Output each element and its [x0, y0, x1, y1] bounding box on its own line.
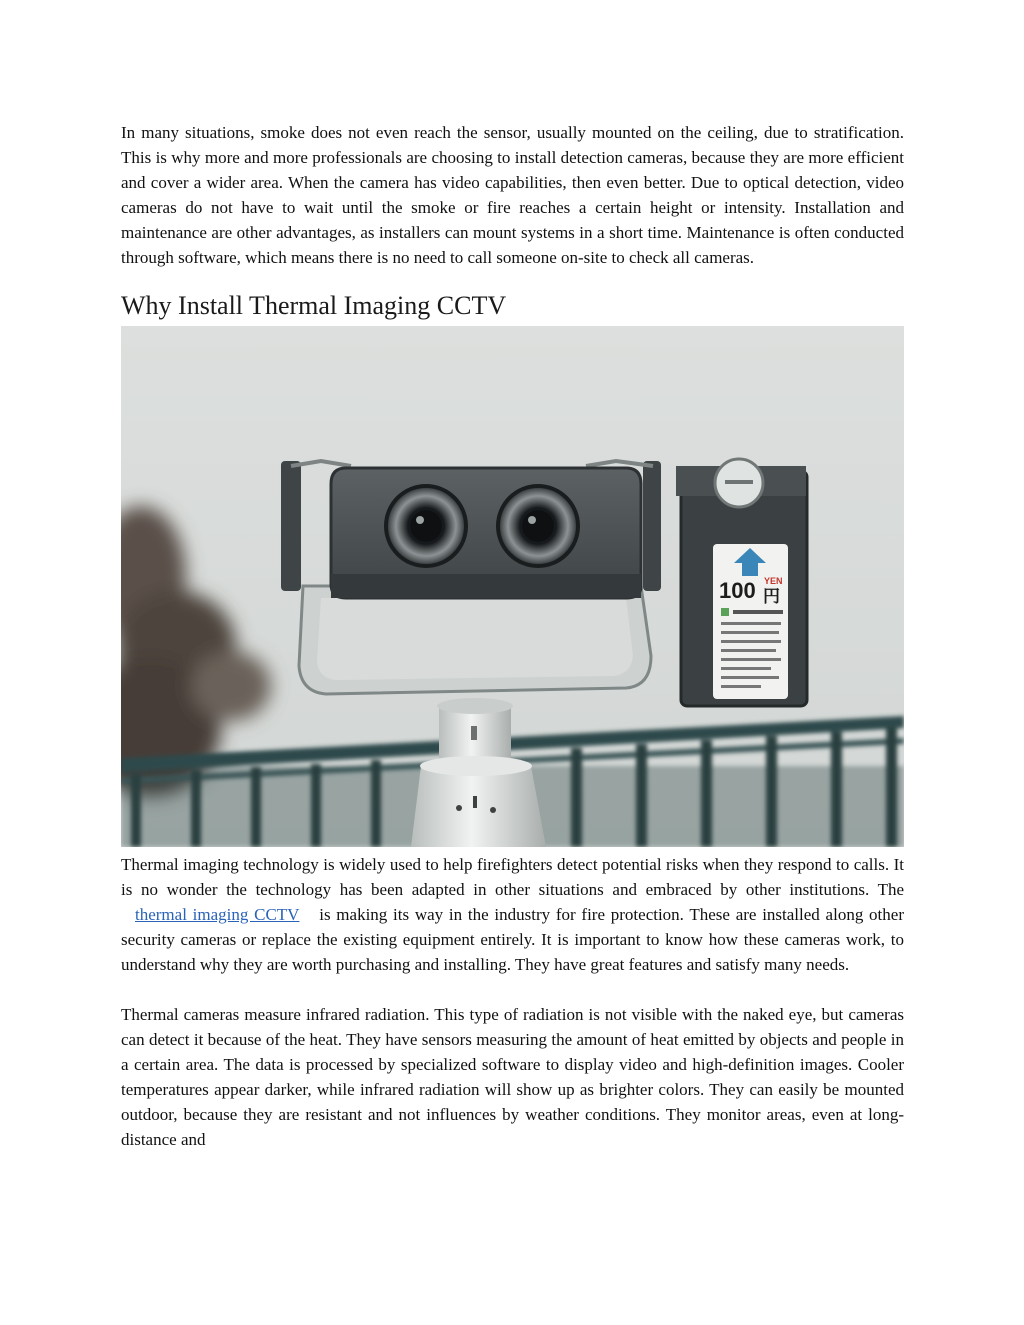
coin-box — [676, 459, 807, 706]
thermal-paragraph-end: is making its way in the industry for fire protection. These are installed along other security cameras or replace the existing equipment entirely. It is important to know how these cameras work, to understand why they are worth purchasing and installing. They have great features and satisfy many needs. — [121, 905, 904, 974]
infrared-paragraph: Thermal cameras measure infrared radiation. This type of radiation is not visible with the naked eye, but cameras can detect it because of the heat. They have sensors measuring the amount of heat emitted by objects and people in a certain area. The data is processed by specialized software to display video and high-definition images. Cooler temperatures appear darker, while infrared radiation will show up as brighter colors. They can easily be mounted outdoor, because they are resistant and not influences by weather conditions. They monitor areas, even at long-distance and — [121, 1005, 904, 1149]
photo-container — [121, 326, 904, 847]
thermal-paragraph — [121, 852, 904, 977]
binocular-head — [331, 468, 641, 598]
intro-paragraph: In many situations, smoke does not even reach the sensor, usually mounted on the ceiling, due to stratification. This is why more and more professionals are choosing to install detection cameras, because they are more efficient and cover a wider area. When the camera has video capabilities, then even better. Due to optical detection, video cameras do not have to wait until the smoke or fire reaches a certain height or intensity. Installation and maintenance are other advantages, as installers can mount systems in a short time. Maintenance is often conducted through software, which means there is no need to call someone on-site to check all cameras. — [121, 123, 904, 267]
section-heading: Why Install Thermal Imaging CCTV — [121, 291, 507, 320]
thermal-paragraph-start: Thermal imaging technology is widely used to help firefighters detect potential risks when they respond to calls. It is no wonder the technology has been adapted in other situations and embraced by other institutions. The — [121, 855, 904, 899]
sign-currency-jp: 円 — [763, 587, 780, 607]
document-page — [121, 120, 904, 1152]
thermal-imaging-cctv-link[interactable]: thermal imaging CCTV — [135, 905, 300, 924]
coin-binocular-photo — [121, 326, 904, 847]
sign-currency-en: YEN — [764, 576, 783, 586]
sign-price: 100 — [719, 578, 756, 603]
